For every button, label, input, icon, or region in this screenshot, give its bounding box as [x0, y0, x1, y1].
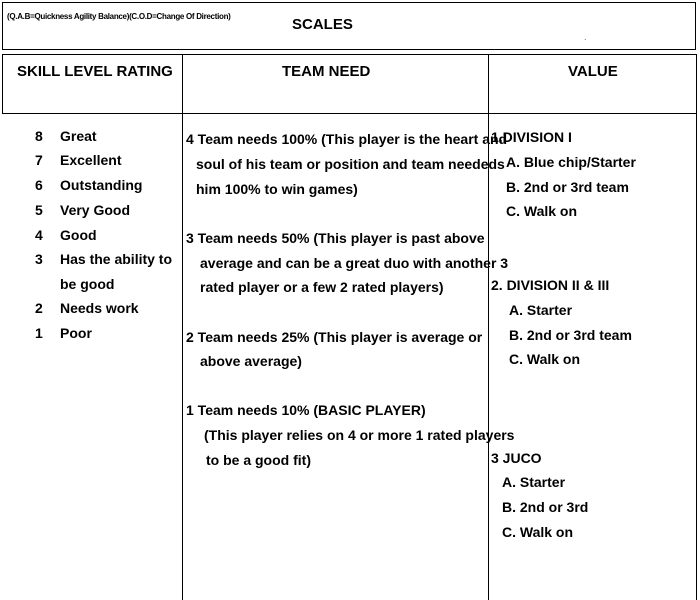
skill-level-number: 5 [35, 202, 43, 218]
value-division-1-item-b: B. 2nd or 3rd team [506, 179, 629, 195]
team-need-3-line3: rated player or a few 2 rated players) [200, 279, 444, 295]
value-division-1-item-c: C. Walk on [506, 203, 578, 219]
abbreviation-note: (Q.A.B=Quickness Agility Balance)(C.O.D=Change Of Direction) [7, 12, 231, 21]
team-need-2-line1: 2 Team needs 25% (This player is average or [186, 329, 483, 345]
skill-level-number: 4 [35, 227, 43, 243]
skill-level-number: 2 [35, 300, 43, 316]
skill-level-label: Needs work [60, 300, 139, 316]
stray-mark: . [584, 32, 587, 42]
table-right-border [696, 54, 697, 600]
value-juco-heading: 3 JUCO [491, 450, 542, 466]
team-need-3-line1: 3 Team needs 50% (This player is past above [186, 230, 485, 246]
skill-level-number: 7 [35, 152, 43, 168]
value-division-2-item-c: C. Walk on [509, 351, 581, 367]
skill-level-number: 3 [35, 251, 43, 267]
skill-level-label: Very Good [60, 202, 131, 218]
value-juco-item-c: C. Walk on [502, 524, 574, 540]
table-left-border [2, 54, 3, 114]
team-need-1-line2: (This player relies on 4 or more 1 rated players [204, 427, 515, 443]
table-top-border [2, 54, 696, 55]
team-need-1-line1: 1 Team needs 10% (BASIC PLAYER) [186, 402, 426, 418]
value-juco-item-b: B. 2nd or 3rd [502, 499, 589, 515]
column-header-skill: SKILL LEVEL RATING [17, 63, 173, 80]
team-need-4-line1: 4 Team needs 100% (This player is the heart and [186, 131, 508, 147]
value-division-2-item-b: B. 2nd or 3rd team [509, 327, 632, 343]
skill-level-label: Great [60, 128, 97, 144]
value-division-2-heading: 2. DIVISION II & III [491, 277, 610, 293]
column-divider-1 [182, 54, 183, 600]
skill-level-label: Outstanding [60, 177, 143, 193]
column-header-value: VALUE [568, 63, 618, 80]
skill-level-number: 8 [35, 128, 43, 144]
table-header-divider [2, 113, 696, 114]
value-juco-item-a: A. Starter [502, 474, 566, 490]
team-need-4-line3: him 100% to win games) [196, 181, 358, 197]
team-need-2-line2: above average) [200, 353, 302, 369]
skill-level-label: Poor [60, 325, 92, 341]
page-title: SCALES [292, 16, 353, 33]
team-need-1-line3: to be a good fit) [206, 452, 311, 468]
skill-level-number: 1 [35, 325, 43, 341]
skill-level-label: Excellent [60, 152, 122, 168]
skill-level-label-continued: be good [60, 276, 115, 292]
skill-level-label: Good [60, 227, 97, 243]
value-division-1-item-a: A. Blue chip/Starter [506, 154, 636, 170]
skill-level-number: 6 [35, 177, 43, 193]
value-division-1-heading: 1.DIVISION I [491, 129, 572, 145]
team-need-3-line2: average and can be a great duo with another 3 [200, 255, 509, 271]
skill-level-label: Has the ability to [60, 251, 173, 267]
team-need-4-line2: soul of his team or position and team neededs [196, 156, 505, 172]
value-division-2-item-a: A. Starter [509, 302, 573, 318]
column-header-team-need: TEAM NEED [282, 63, 371, 80]
